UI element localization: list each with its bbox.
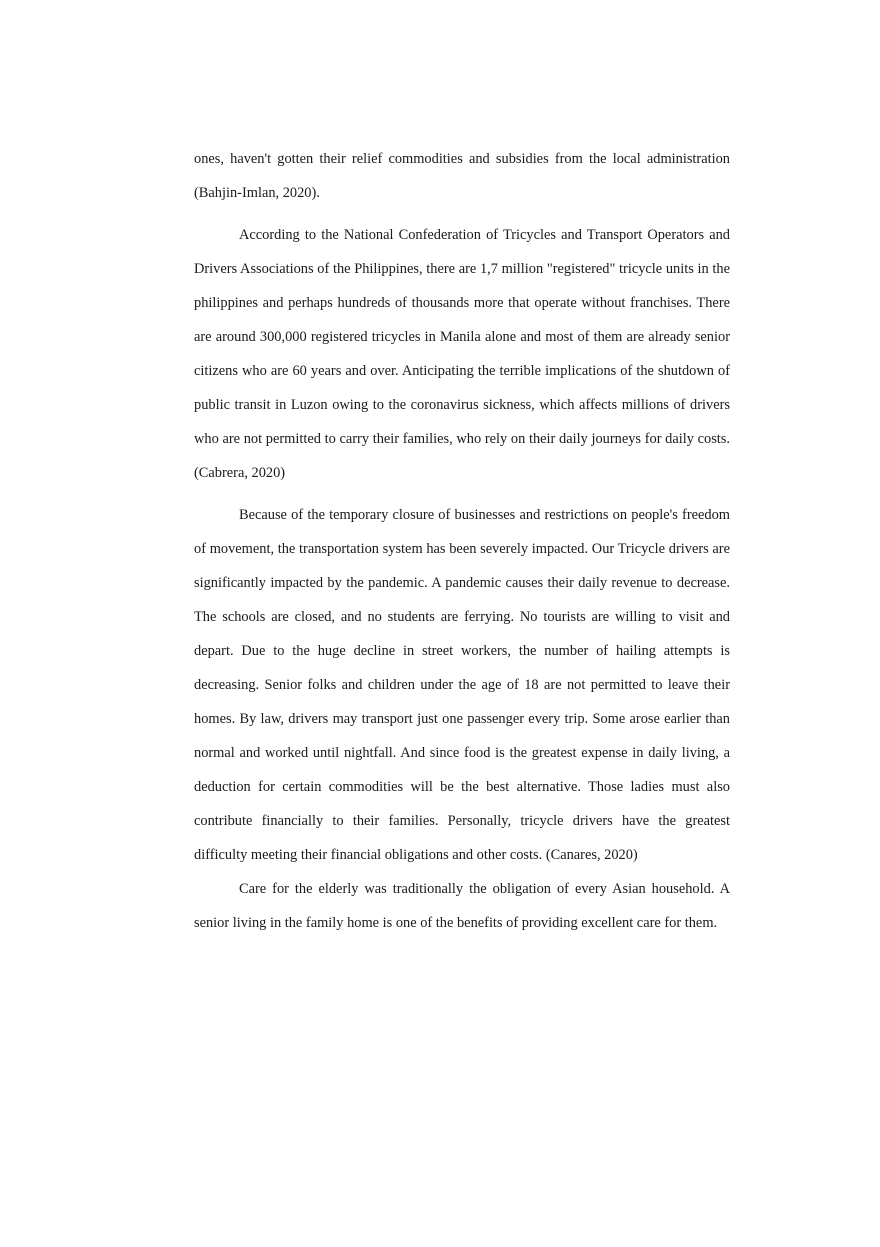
paragraph-pandemic-impact: Because of the temporary closure of businesses and restrictions on people's freedom of movement, the transportation system has been severely impacted. Our Tricycle drivers are significantly impacted by the pandemic. A pandemic causes their daily revenue to decrease. The schools are closed, and no students are ferrying. No tourists are willing to visit and depart. Due to the huge decline in street workers, the number of hailing attempts is decreasing. Senior folks and children under the age of 18 are not permitted to leave their homes. By law, drivers may transport just one passenger every trip. Some arose earlier than normal and worked until nightfall. And since food is the greatest expense in daily living, a deduction for certain commodities will be the best alternative. Those ladies must also contribute financially to their families. Personally, tricycle drivers have the greatest difficulty meeting their financial obligations and other costs. (Canares, 2020) xyxy=(194,507,730,863)
body-text xyxy=(194,142,730,940)
paragraph-tricycle-statistics: According to the National Confederation of Tricycles and Transport Operators and Drivers Associations of the Philippines, there are 1,7 million "registered" tricycle units in the philippines and perhaps hundreds of thousands more that operate without franchises. There are around 300,000 registered tricycles in Manila alone and most of them are already senior citizens who are 60 years and over. Anticipating the terrible implications of the shutdown of public transit in Luzon owing to the coronavirus sickness, which affects millions of drivers who are not permitted to carry their families, who rely on their daily journeys for daily costs. (Cabrera, 2020) xyxy=(194,227,730,481)
paragraph-continuation: ones, haven't gotten their relief commodities and subsidies from the local administration (Bahjin-Imlan, 2020). xyxy=(194,151,730,201)
paragraph-elderly-care: Care for the elderly was traditionally the obligation of every Asian household. A senior living in the family home is one of the benefits of providing excellent care for them. xyxy=(194,881,730,931)
